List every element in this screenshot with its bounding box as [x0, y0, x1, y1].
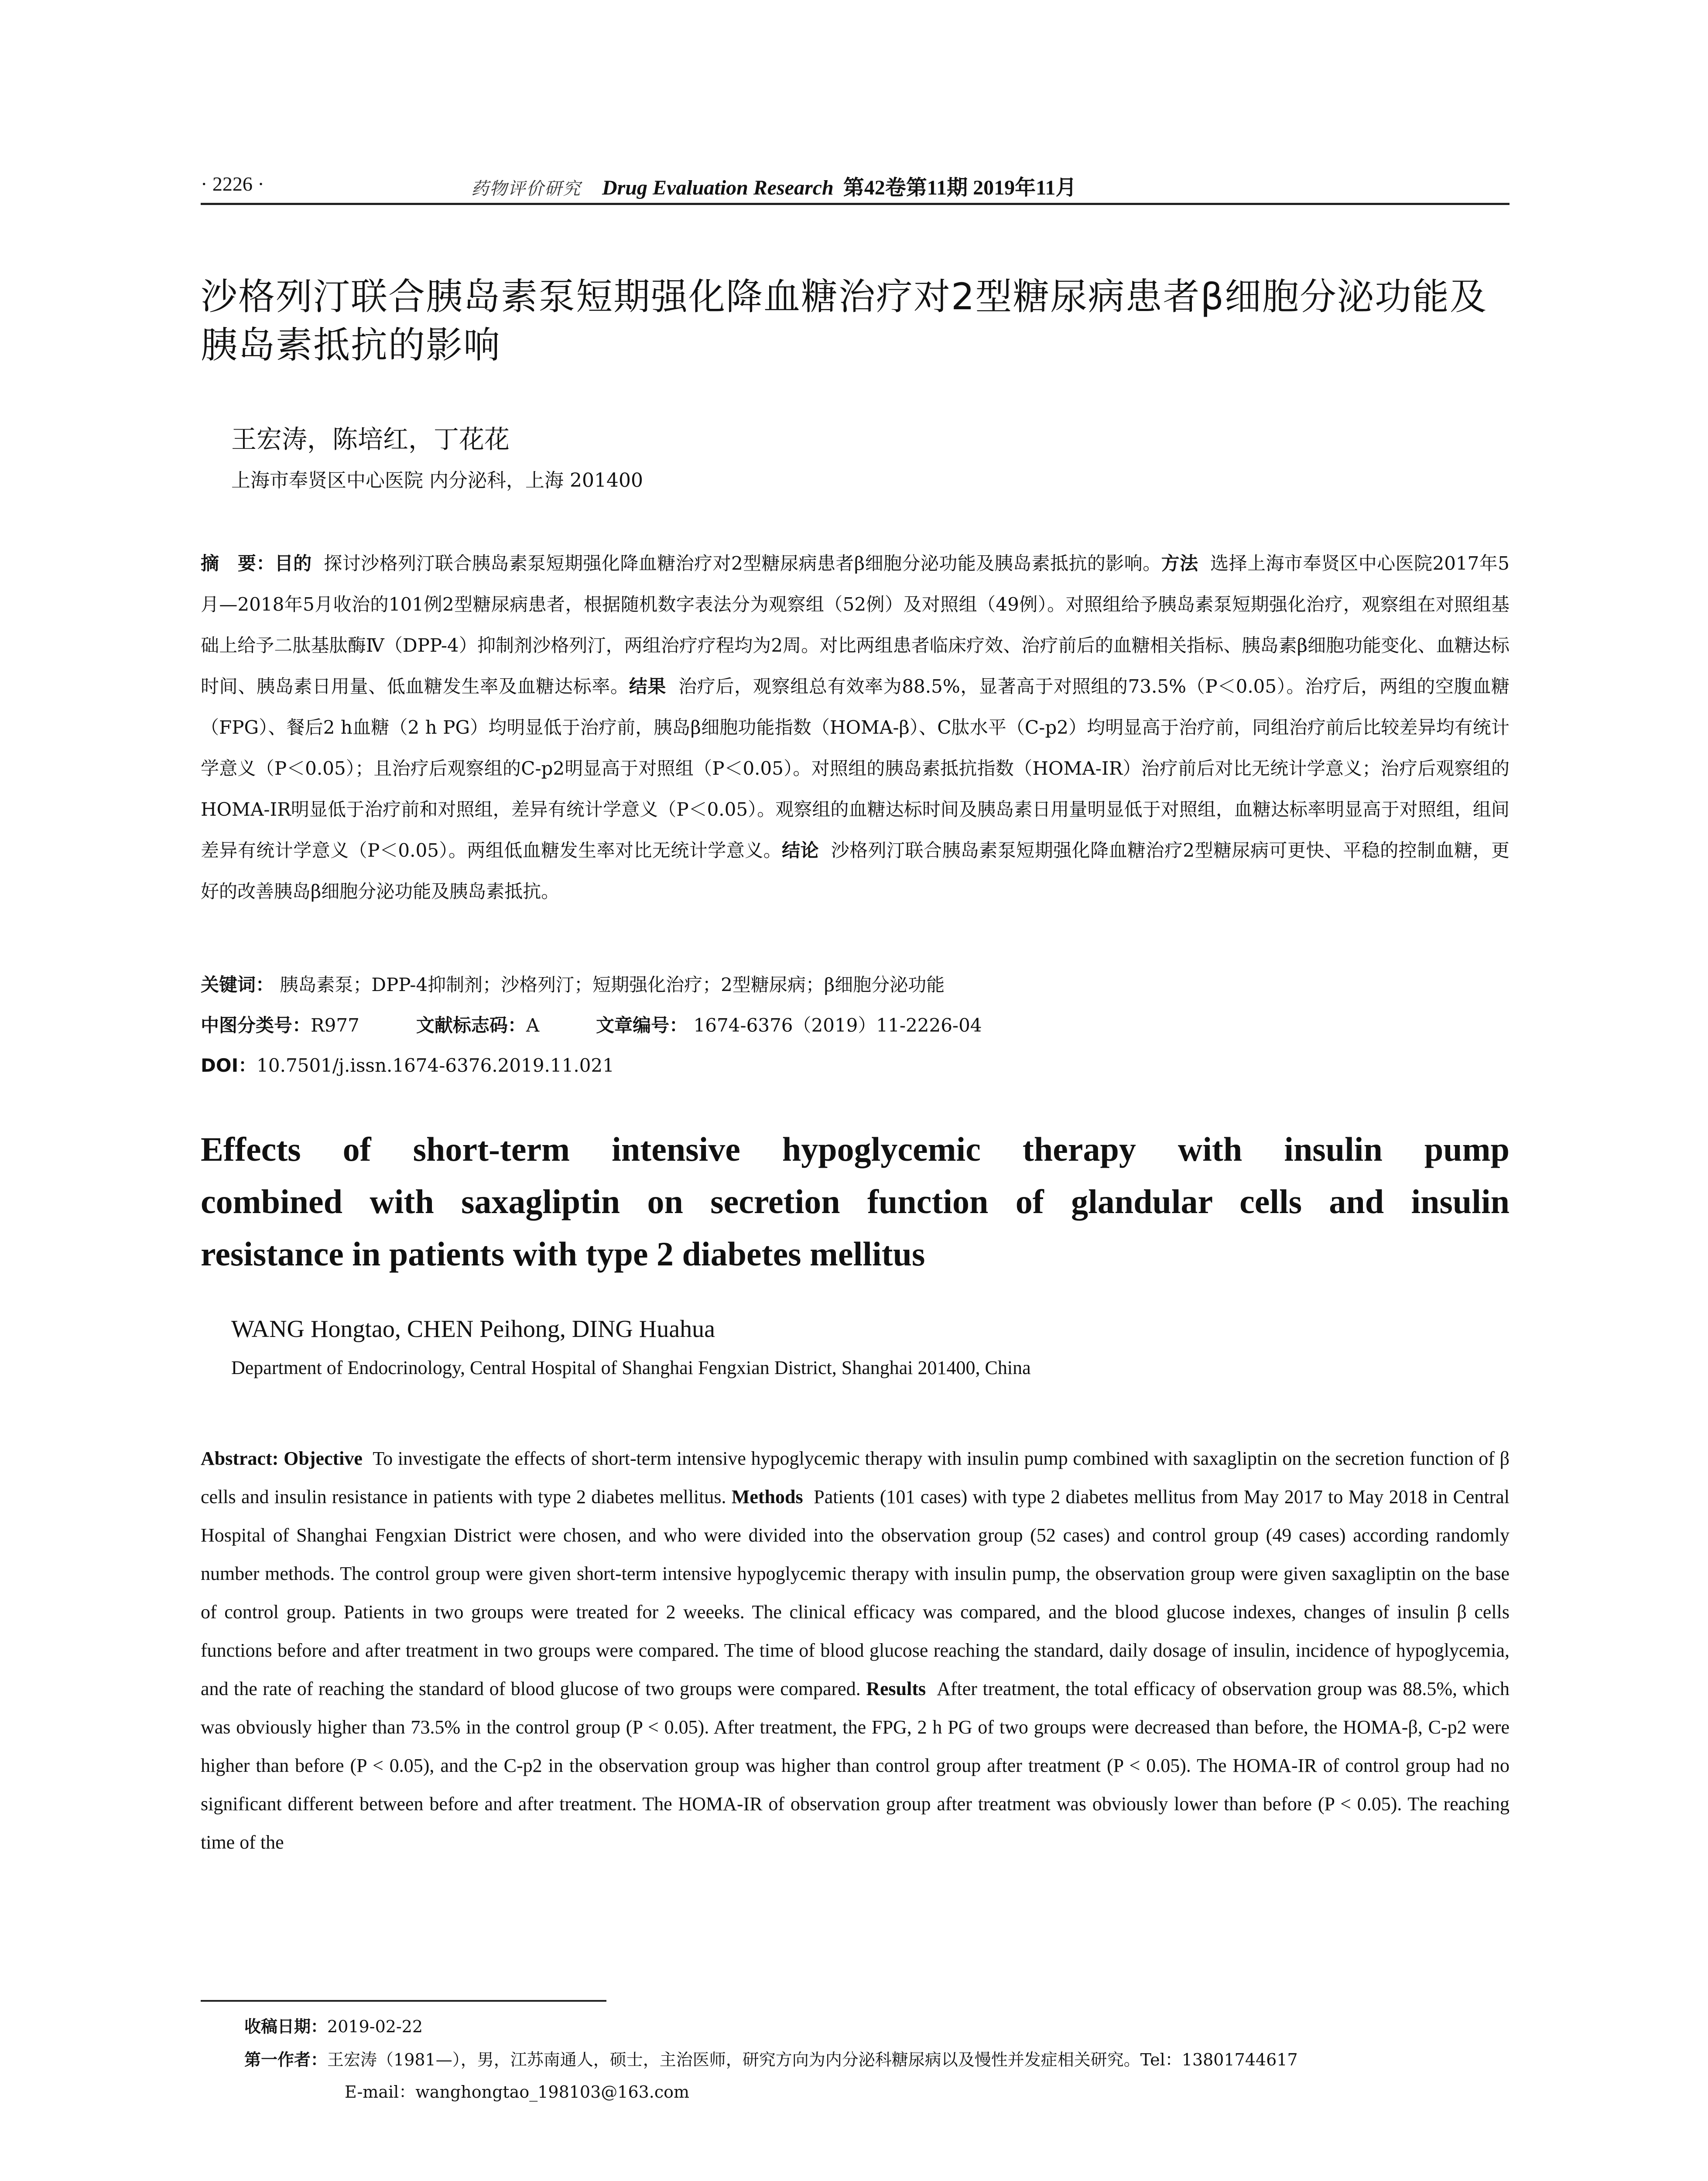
classification-row	[201, 1011, 1509, 1037]
journal-issue: 第42卷第11期 2019年11月	[843, 176, 1077, 199]
footnote-divider	[201, 2000, 606, 2002]
journal-logo-cn: 药物评价研究	[471, 179, 581, 199]
results-label-en: Results	[866, 1678, 926, 1699]
title-line-en: resistance in patients with type 2 diabetes mellitus	[201, 1235, 925, 1273]
abstract-cn	[201, 543, 1509, 912]
results-text-en: After treatment, the total efficacy of observation group was 88.5%, which was obviously higher than 73.5% in the control group (P < 0.05). After treatment, the FPG, 2 h PG of two groups were decreased than before, the HOMA-β, C-p2 were higher than before (P < 0.05), and the C-p2 in the observation group was higher than control group after treatment (P < 0.05). The HOMA-IR of control group had no significant different between before and after treatment. The HOMA-IR of observation group after treatment was obviously lower than before (P < 0.05). The reaching time of the	[201, 1678, 1510, 1853]
keywords-cn	[201, 971, 1509, 997]
received-date	[244, 2012, 1509, 2041]
title-line-en: Effects of short-term intensive hypoglycemic therapy with insulin pump	[201, 1130, 1509, 1168]
doi-row	[201, 1051, 1509, 1077]
conclusion-label-cn: 结论	[782, 840, 819, 861]
results-text-cn: 治疗后，观察组总有效率为88.5%，显著高于对照组的73.5%（P＜0.05）。治疗后，两组的空腹血糖（FPG）、餐后2 h血糖（2 h PG）均明显低于治疗前，胰岛β细胞功能指数（HOMA-β）、C肽水平（C-p2）均明显高于治疗前，同组治疗前后比较差异均有统计学意义（P＜0.05）；且治疗后观察组的C-p2明显高于对照组（P＜0.05）。对照组的胰岛素抵抗指数（HOMA-IR）治疗前后对比无统计学意义；治疗后观察组的HOMA-IR明显低于治疗前和对照组，差异有统计学意义（P＜0.05）。观察组的血糖达标时间及胰岛素日用量明显低于对照组，血糖达标率明显高于对照组，组间差异有统计学意义（P＜0.05）。两组低血糖发生率对比无统计学意义。	[201, 676, 1509, 861]
objective-text-cn: 探讨沙格列汀联合胰岛素泵短期强化降血糖治疗对2型糖尿病患者β细胞分泌功能及胰岛素抵抗的影响。	[324, 553, 1161, 574]
methods-text-en: Patients (101 cases) with type 2 diabetes mellitus from May 2017 to May 2018 in Central Hospital of Shanghai Fengxian District were chosen, and who were divided into the observation group (52 cases) and control group (49 cases) according randomly number methods. The control group were given short-term intensive hypoglycemic therapy with insulin pump, the observation group were given saxagliptin on the base of control group. Patients in two groups were treated for 2 weeeks. The clinical efficacy was compared, and the blood glucose indexes, changes of insulin β cells functions before and after treatment in two groups were compared. The time of blood glucose reaching the standard, daily dosage of insulin, incidence of hypoglycemia, and the rate of reaching the standard of blood glucose of two groups were compared.	[201, 1486, 1510, 1699]
methods-text-cn: 选择上海市奉贤区中心医院2017年5月—2018年5月收治的101例2型糖尿病患者，根据随机数字表法分为观察组（52例）及对照组（49例）。对照组给予胰岛素泵短期强化治疗，观察组在对照组基础上给予二肽基肽酶Ⅳ（DPP-4）抑制剂沙格列汀，两组治疗疗程均为2周。对比两组患者临床疗效、治疗前后的血糖相关指标、胰岛素β细胞功能变化、血糖达标时间、胰岛素日用量、低血糖发生率及血糖达标率。	[201, 553, 1509, 697]
results-label-cn: 结果	[629, 676, 667, 697]
keywords-text: 胰岛素泵；DPP-4抑制剂；沙格列汀；短期强化治疗；2型糖尿病；β细胞分泌功能	[280, 974, 945, 995]
keywords-label: 关键词：	[201, 974, 274, 995]
first-author-text: 王宏涛（1981—），男，江苏南通人，硕士，主治医师，研究方向为内分泌科糖尿病以及慢性并发症相关研究。Tel：13801744617	[327, 2050, 1298, 2069]
first-author-note	[244, 2045, 1509, 2075]
first-author-label: 第一作者：	[244, 2050, 328, 2069]
running-header	[201, 172, 1509, 205]
objective-label-en: Objective	[284, 1448, 363, 1469]
journal-name	[471, 171, 1076, 201]
author-email[interactable]: E-mail：wanghongtao_198103@163.com	[345, 2082, 690, 2102]
doc-code-label: 文献标志码：	[416, 1015, 526, 1036]
objective-label-cn: 目的	[274, 553, 312, 574]
title-line-en: combined with saxagliptin on secretion function of glandular cells and insulin	[201, 1183, 1509, 1220]
article-title-cn: 沙格列汀联合胰岛素泵短期强化降血糖治疗对2型糖尿病患者β细胞分泌功能及胰岛素抵抗的影响	[201, 275, 1488, 366]
authors-cn: 王宏涛，陈培红，丁花花	[231, 424, 510, 454]
header-divider	[201, 203, 1509, 205]
journal-name-en: Drug Evaluation Research	[602, 176, 834, 199]
objective-text-en: To investigate the effects of short-term intensive hypoglycemic therapy with insulin pump combined with saxagliptin on the secretion function of β cells and insulin resistance in patients with type 2 diabetes mellitus.	[201, 1448, 1510, 1508]
class-value: R977	[311, 1015, 359, 1036]
abstract-label-en: Abstract:	[201, 1448, 279, 1469]
conclusion-text-cn: 沙格列汀联合胰岛素泵短期强化降血糖治疗2型糖尿病可更快、平稳的控制血糖，更好的改善胰岛β细胞分泌功能及胰岛素抵抗。	[201, 840, 1509, 902]
doc-code-value: A	[526, 1015, 540, 1036]
abstract-label-cn: 摘 要：	[201, 553, 275, 574]
doi-label: DOI：	[201, 1055, 257, 1076]
authors-en: WANG Hongtao, CHEN Peihong, DING Huahua	[231, 1316, 715, 1343]
doi-value[interactable]: 10.7501/j.issn.1674-6376.2019.11.021	[257, 1055, 614, 1076]
affiliation-en: Department of Endocrinology, Central Hospital of Shanghai Fengxian District, Shanghai 201400, China	[231, 1357, 1031, 1378]
methods-label-en: Methods	[731, 1486, 803, 1508]
affiliation-cn: 上海市奉贤区中心医院 内分泌科，上海 201400	[231, 469, 643, 492]
article-no-value: 1674-6376（2019）11-2226-04	[693, 1015, 982, 1036]
article-title-en	[201, 1123, 1509, 1280]
received-label: 收稿日期：	[244, 2017, 328, 2036]
methods-label-cn: 方法	[1161, 553, 1198, 574]
abstract-en	[201, 1439, 1509, 1862]
class-label: 中图分类号：	[201, 1015, 311, 1036]
page-number: · 2226 ·	[201, 173, 264, 195]
article-no-label: 文章编号：	[596, 1015, 688, 1036]
received-value: 2019-02-22	[327, 2017, 423, 2036]
